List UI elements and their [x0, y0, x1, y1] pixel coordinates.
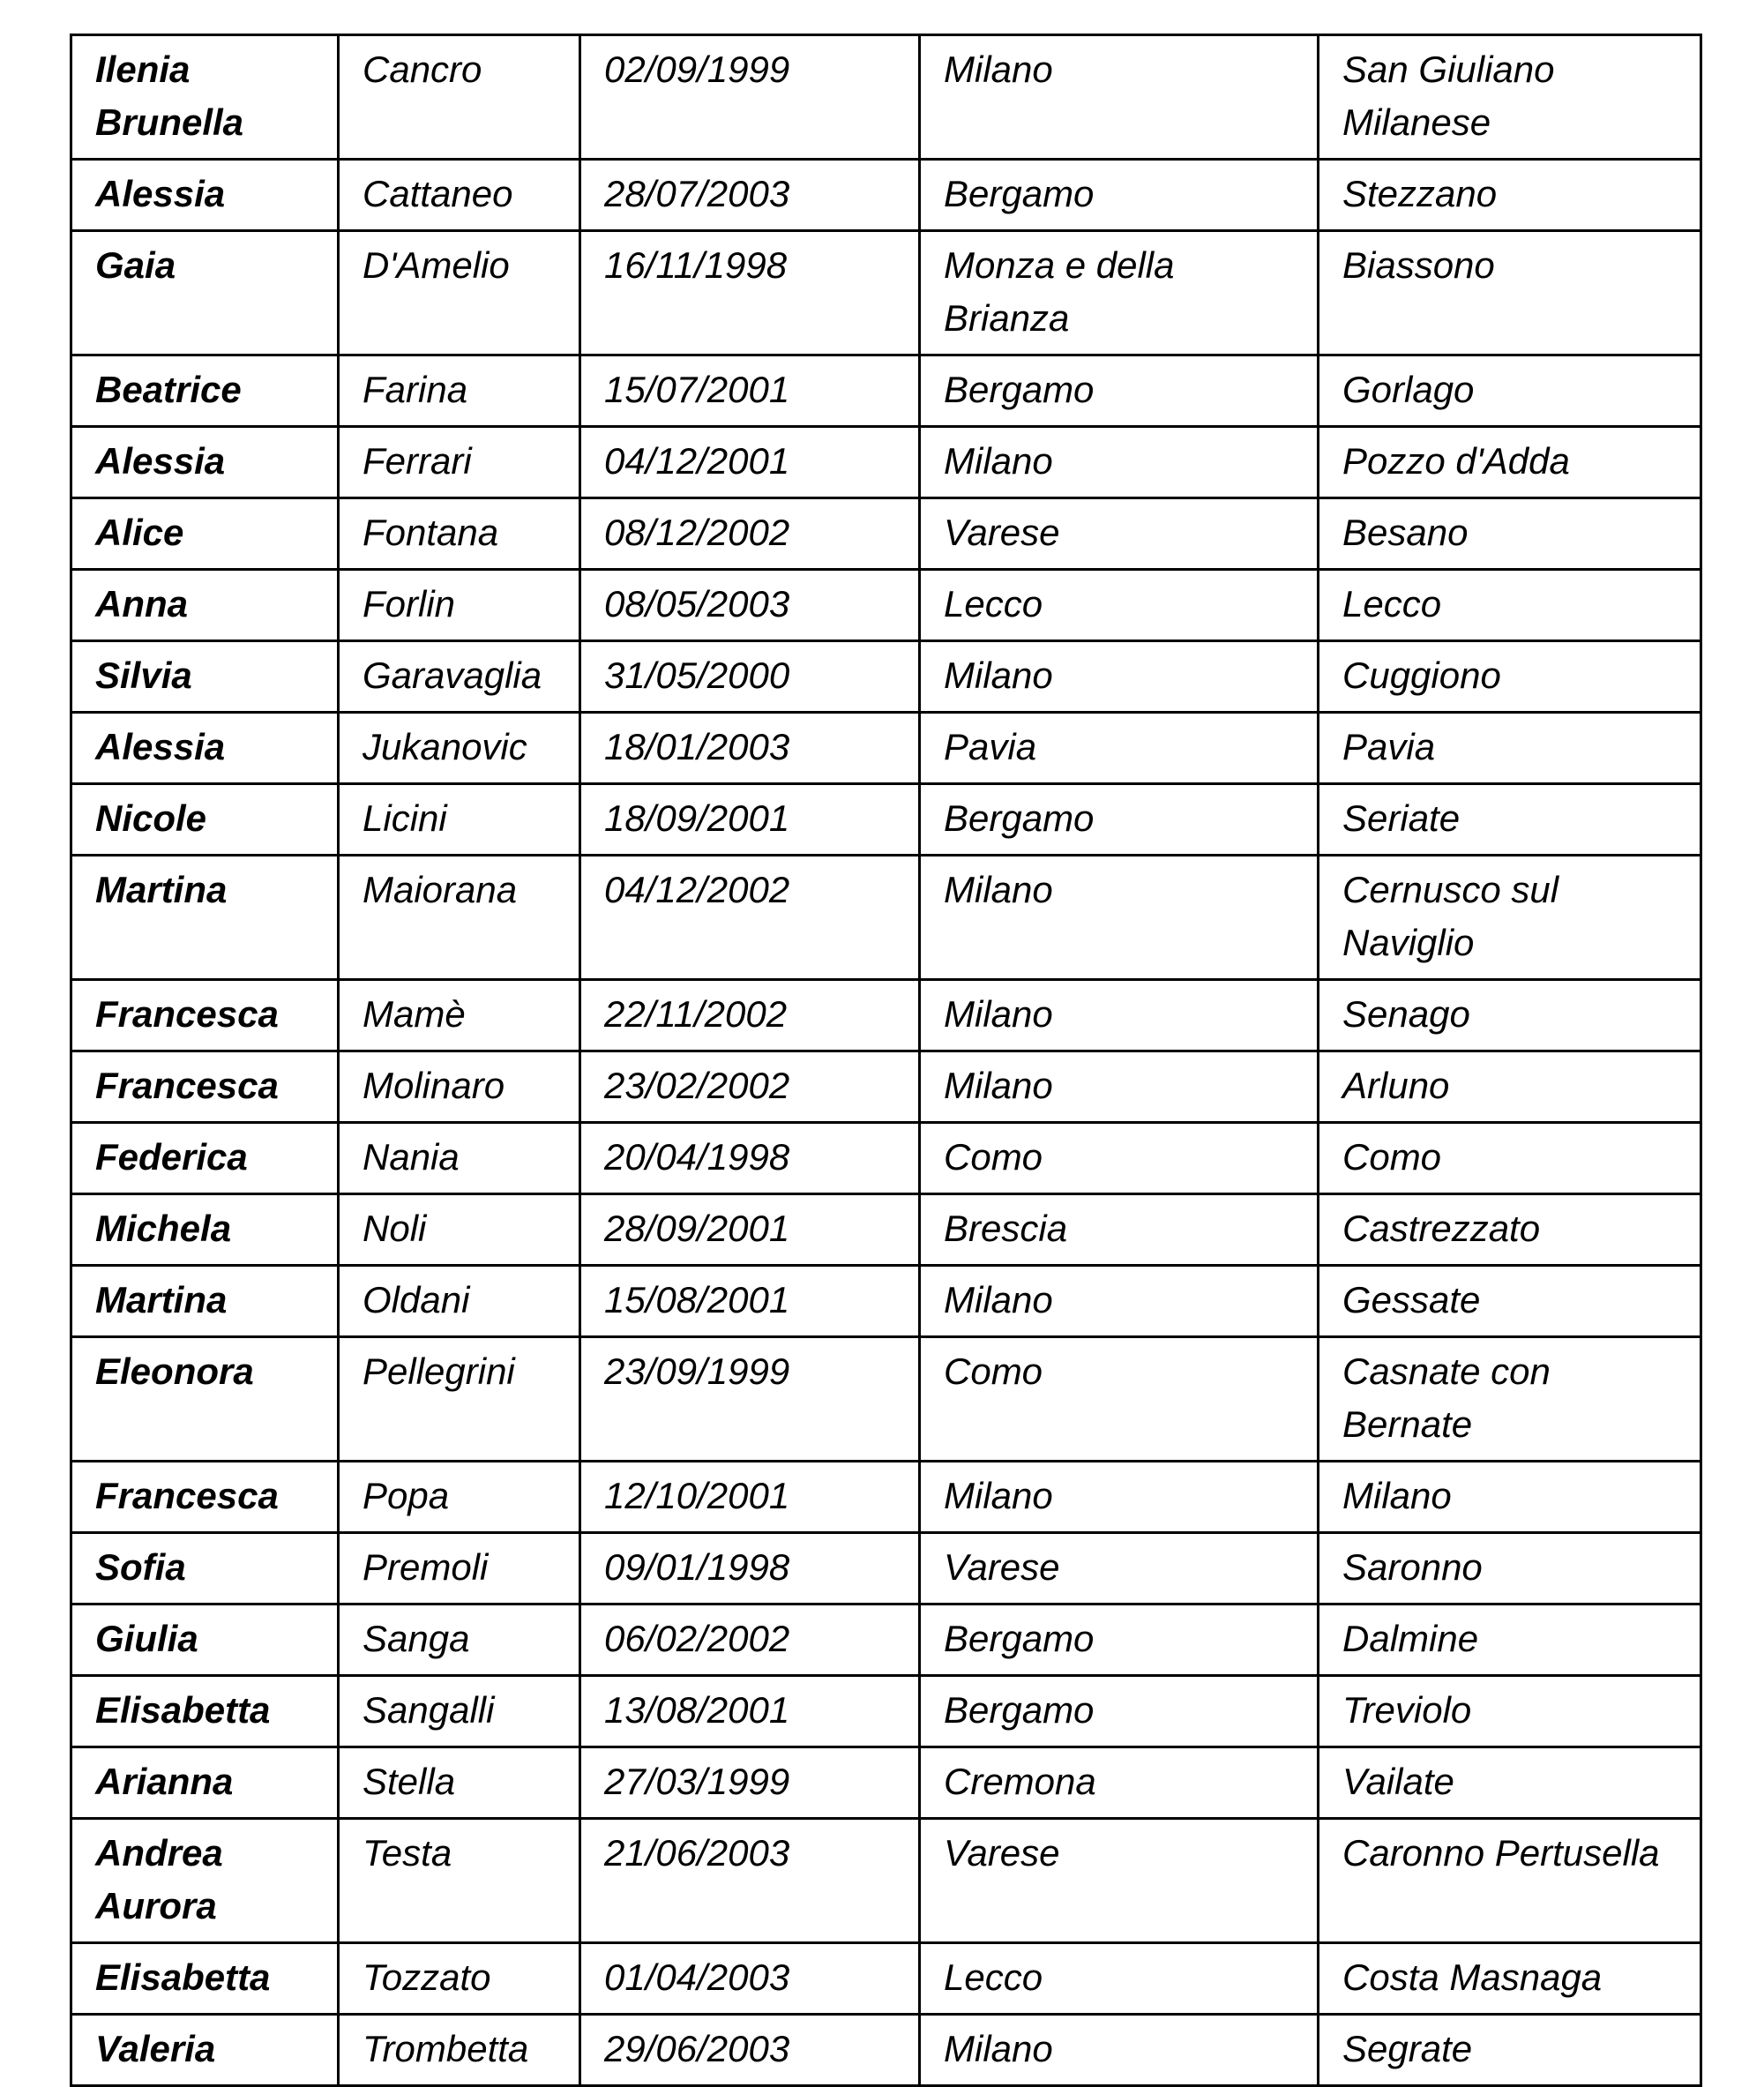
table-row	[71, 355, 1701, 427]
province-cell: Milano	[920, 2015, 1319, 2086]
birth-date-cell: 12/10/2001	[580, 1462, 920, 1533]
first-name-cell: Alessia	[71, 713, 339, 784]
last-name-cell: Tozzato	[339, 1943, 580, 2015]
town-cell: Gessate	[1319, 1266, 1701, 1337]
town-cell: Castrezzato	[1319, 1194, 1701, 1266]
town-cell: Treviolo	[1319, 1676, 1701, 1747]
province-cell: Milano	[920, 1051, 1319, 1123]
last-name-cell: Stella	[339, 1747, 580, 1819]
town-cell: Arluno	[1319, 1051, 1701, 1123]
table-row	[71, 1676, 1701, 1747]
first-name-cell: Michela	[71, 1194, 339, 1266]
last-name-cell: Popa	[339, 1462, 580, 1533]
first-name-cell: Francesca	[71, 1051, 339, 1123]
first-name-cell: Giulia	[71, 1605, 339, 1676]
first-name-cell: Martina	[71, 1266, 339, 1337]
last-name-cell: Maiorana	[339, 856, 580, 980]
first-name-cell: Francesca	[71, 1462, 339, 1533]
birth-date-cell: 13/08/2001	[580, 1676, 920, 1747]
town-cell: San Giuliano Milanese	[1319, 35, 1701, 160]
first-name-cell: Beatrice	[71, 355, 339, 427]
table-row	[71, 570, 1701, 641]
town-cell: Stezzano	[1319, 160, 1701, 231]
birth-date-cell: 21/06/2003	[580, 1819, 920, 1943]
birth-date-cell: 08/12/2002	[580, 498, 920, 570]
province-cell: Bergamo	[920, 1676, 1319, 1747]
last-name-cell: Noli	[339, 1194, 580, 1266]
first-name-cell: Arianna	[71, 1747, 339, 1819]
first-name-cell: Silvia	[71, 641, 339, 713]
table-row	[71, 1051, 1701, 1123]
last-name-cell: Mamè	[339, 980, 580, 1051]
birth-date-cell: 04/12/2002	[580, 856, 920, 980]
roster-table	[70, 34, 1702, 2087]
birth-date-cell: 04/12/2001	[580, 427, 920, 498]
table-row	[71, 1337, 1701, 1462]
birth-date-cell: 18/01/2003	[580, 713, 920, 784]
birth-date-cell: 28/07/2003	[580, 160, 920, 231]
last-name-cell: Garavaglia	[339, 641, 580, 713]
roster-table-body	[71, 35, 1701, 2086]
birth-date-cell: 15/08/2001	[580, 1266, 920, 1337]
town-cell: Casnate con Bernate	[1319, 1337, 1701, 1462]
last-name-cell: Farina	[339, 355, 580, 427]
table-row	[71, 1533, 1701, 1605]
first-name-cell: Alessia	[71, 427, 339, 498]
birth-date-cell: 06/02/2002	[580, 1605, 920, 1676]
province-cell: Bergamo	[920, 355, 1319, 427]
town-cell: Pavia	[1319, 713, 1701, 784]
first-name-cell: Elisabetta	[71, 1676, 339, 1747]
last-name-cell: Jukanovic	[339, 713, 580, 784]
province-cell: Bergamo	[920, 1605, 1319, 1676]
last-name-cell: Cattaneo	[339, 160, 580, 231]
first-name-cell: Nicole	[71, 784, 339, 856]
first-name-cell: Sofia	[71, 1533, 339, 1605]
birth-date-cell: 29/06/2003	[580, 2015, 920, 2086]
province-cell: Pavia	[920, 713, 1319, 784]
province-cell: Milano	[920, 980, 1319, 1051]
first-name-cell: Alessia	[71, 160, 339, 231]
table-row	[71, 856, 1701, 980]
table-row	[71, 1819, 1701, 1943]
last-name-cell: Pellegrini	[339, 1337, 580, 1462]
province-cell: Milano	[920, 1462, 1319, 1533]
town-cell: Senago	[1319, 980, 1701, 1051]
town-cell: Saronno	[1319, 1533, 1701, 1605]
table-row	[71, 231, 1701, 355]
last-name-cell: Sangalli	[339, 1676, 580, 1747]
table-row	[71, 35, 1701, 160]
table-row	[71, 427, 1701, 498]
table-row	[71, 1943, 1701, 2015]
last-name-cell: D'Amelio	[339, 231, 580, 355]
town-cell: Seriate	[1319, 784, 1701, 856]
birth-date-cell: 31/05/2000	[580, 641, 920, 713]
province-cell: Cremona	[920, 1747, 1319, 1819]
first-name-cell: Alice	[71, 498, 339, 570]
birth-date-cell: 16/11/1998	[580, 231, 920, 355]
birth-date-cell: 09/01/1998	[580, 1533, 920, 1605]
first-name-cell: Andrea Aurora	[71, 1819, 339, 1943]
last-name-cell: Trombetta	[339, 2015, 580, 2086]
province-cell: Milano	[920, 1266, 1319, 1337]
last-name-cell: Cancro	[339, 35, 580, 160]
first-name-cell: Francesca	[71, 980, 339, 1051]
first-name-cell: Anna	[71, 570, 339, 641]
first-name-cell: Martina	[71, 856, 339, 980]
table-row	[71, 1123, 1701, 1194]
province-cell: Brescia	[920, 1194, 1319, 1266]
last-name-cell: Molinaro	[339, 1051, 580, 1123]
province-cell: Milano	[920, 641, 1319, 713]
first-name-cell: Gaia	[71, 231, 339, 355]
last-name-cell: Premoli	[339, 1533, 580, 1605]
first-name-cell: Valeria	[71, 2015, 339, 2086]
town-cell: Cernusco sul Naviglio	[1319, 856, 1701, 980]
table-row	[71, 1194, 1701, 1266]
birth-date-cell: 28/09/2001	[580, 1194, 920, 1266]
town-cell: Segrate	[1319, 2015, 1701, 2086]
province-cell: Bergamo	[920, 784, 1319, 856]
town-cell: Cuggiono	[1319, 641, 1701, 713]
town-cell: Biassono	[1319, 231, 1701, 355]
province-cell: Lecco	[920, 1943, 1319, 2015]
province-cell: Milano	[920, 35, 1319, 160]
table-row	[71, 980, 1701, 1051]
first-name-cell: Elisabetta	[71, 1943, 339, 2015]
birth-date-cell: 18/09/2001	[580, 784, 920, 856]
birth-date-cell: 23/02/2002	[580, 1051, 920, 1123]
birth-date-cell: 20/04/1998	[580, 1123, 920, 1194]
town-cell: Caronno Pertusella	[1319, 1819, 1701, 1943]
province-cell: Lecco	[920, 570, 1319, 641]
birth-date-cell: 23/09/1999	[580, 1337, 920, 1462]
town-cell: Dalmine	[1319, 1605, 1701, 1676]
table-row	[71, 1747, 1701, 1819]
table-row	[71, 1462, 1701, 1533]
province-cell: Milano	[920, 427, 1319, 498]
province-cell: Como	[920, 1123, 1319, 1194]
table-row	[71, 784, 1701, 856]
province-cell: Varese	[920, 1819, 1319, 1943]
town-cell: Besano	[1319, 498, 1701, 570]
table-row	[71, 713, 1701, 784]
birth-date-cell: 02/09/1999	[580, 35, 920, 160]
first-name-cell: Federica	[71, 1123, 339, 1194]
last-name-cell: Sanga	[339, 1605, 580, 1676]
town-cell: Como	[1319, 1123, 1701, 1194]
province-cell: Bergamo	[920, 160, 1319, 231]
province-cell: Como	[920, 1337, 1319, 1462]
table-row	[71, 1605, 1701, 1676]
last-name-cell: Testa	[339, 1819, 580, 1943]
first-name-cell: Eleonora	[71, 1337, 339, 1462]
table-row	[71, 160, 1701, 231]
birth-date-cell: 15/07/2001	[580, 355, 920, 427]
town-cell: Costa Masnaga	[1319, 1943, 1701, 2015]
birth-date-cell: 22/11/2002	[580, 980, 920, 1051]
birth-date-cell: 27/03/1999	[580, 1747, 920, 1819]
table-row	[71, 641, 1701, 713]
province-cell: Monza e della Brianza	[920, 231, 1319, 355]
first-name-cell: Ilenia Brunella	[71, 35, 339, 160]
province-cell: Varese	[920, 498, 1319, 570]
last-name-cell: Nania	[339, 1123, 580, 1194]
birth-date-cell: 08/05/2003	[580, 570, 920, 641]
table-row	[71, 498, 1701, 570]
last-name-cell: Oldani	[339, 1266, 580, 1337]
last-name-cell: Fontana	[339, 498, 580, 570]
town-cell: Milano	[1319, 1462, 1701, 1533]
last-name-cell: Forlin	[339, 570, 580, 641]
town-cell: Vailate	[1319, 1747, 1701, 1819]
birth-date-cell: 01/04/2003	[580, 1943, 920, 2015]
roster-table-container	[70, 34, 1700, 2087]
last-name-cell: Ferrari	[339, 427, 580, 498]
province-cell: Milano	[920, 856, 1319, 980]
province-cell: Varese	[920, 1533, 1319, 1605]
town-cell: Gorlago	[1319, 355, 1701, 427]
table-row	[71, 2015, 1701, 2086]
town-cell: Pozzo d'Adda	[1319, 427, 1701, 498]
last-name-cell: Licini	[339, 784, 580, 856]
town-cell: Lecco	[1319, 570, 1701, 641]
table-row	[71, 1266, 1701, 1337]
